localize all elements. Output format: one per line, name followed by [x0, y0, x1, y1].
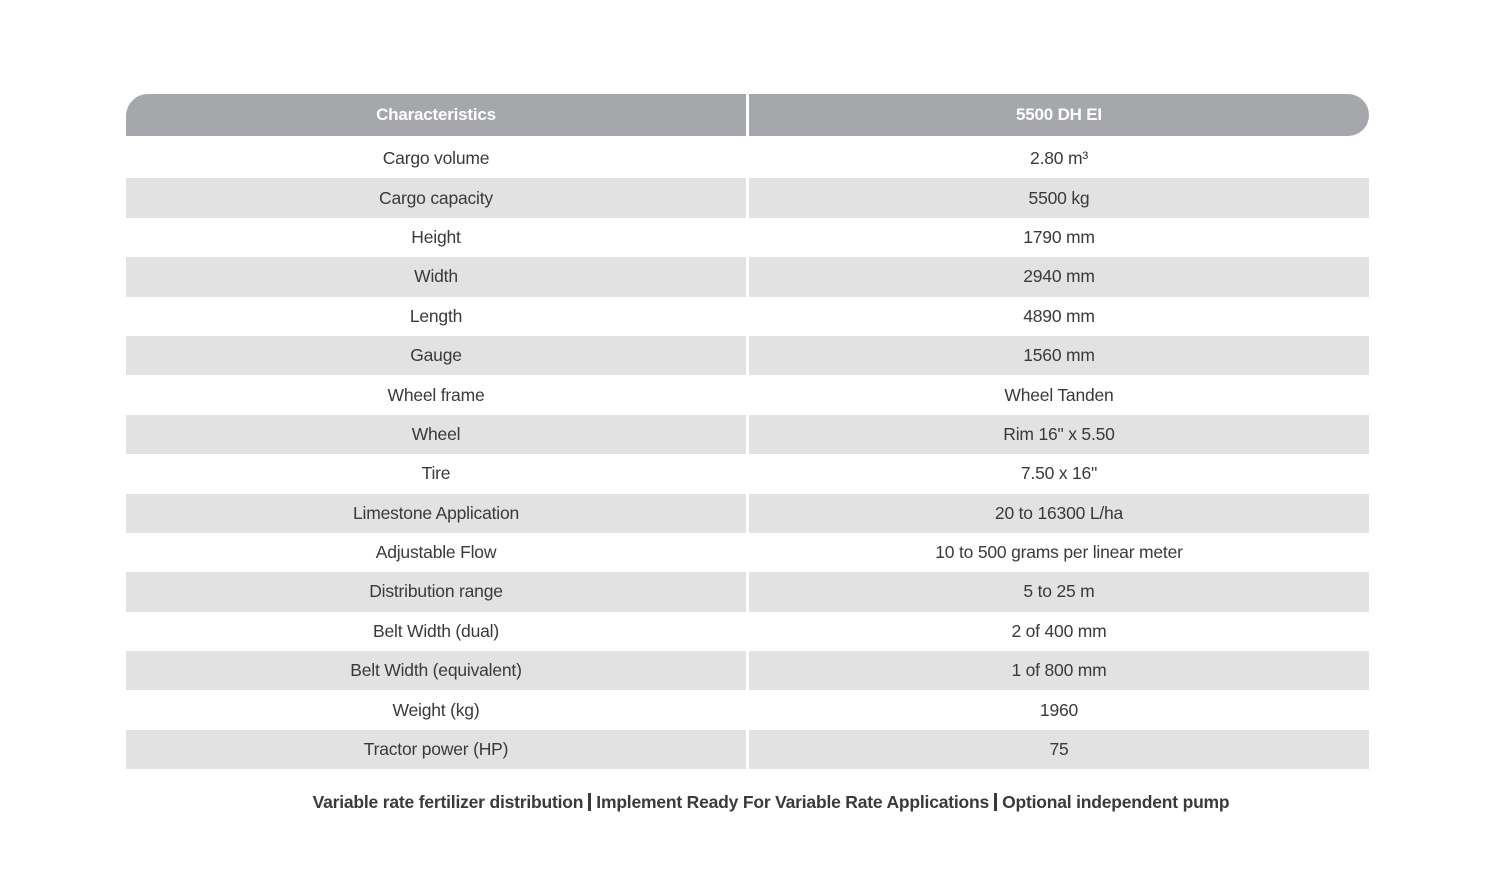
- row-value: 5 to 25 m: [749, 572, 1369, 611]
- row-value: 5500 kg: [749, 178, 1369, 217]
- table-row: [126, 612, 1370, 651]
- row-label: Tractor power (HP): [126, 730, 746, 769]
- header-model: 5500 DH EI: [749, 94, 1369, 136]
- table-row: [126, 257, 1370, 296]
- table-row: [126, 730, 1370, 769]
- row-value: 2.80 m³: [1030, 148, 1088, 169]
- row-value: 1 of 800 mm: [749, 651, 1369, 690]
- separator: [994, 793, 997, 811]
- table-row: [126, 533, 1370, 572]
- row-value: 1960: [1039, 699, 1079, 720]
- row-value: 1560 mm: [749, 336, 1369, 375]
- table-row: [126, 297, 1370, 336]
- row-label: Wheel: [126, 415, 746, 454]
- row-value: 2 of 400 mm: [1011, 620, 1107, 641]
- row-label: Wheel frame: [387, 384, 485, 405]
- row-label: Belt Width (equivalent): [126, 651, 746, 690]
- table-row: [126, 494, 1370, 533]
- row-label: Gauge: [126, 336, 746, 375]
- table-row: [126, 415, 1370, 454]
- table-row: [126, 139, 1370, 178]
- row-label: Cargo volume: [382, 148, 490, 169]
- row-label: Weight (kg): [392, 699, 480, 720]
- row-value: Rim 16" x 5.50: [749, 415, 1369, 454]
- row-value: 2940 mm: [749, 257, 1369, 296]
- table-row: [126, 375, 1370, 414]
- row-value: 1790 mm: [1023, 226, 1095, 247]
- row-label: Adjustable Flow: [375, 542, 497, 563]
- row-label: Length: [409, 305, 463, 326]
- row-label: Limestone Application: [126, 494, 746, 533]
- row-label: Belt Width (dual): [373, 620, 499, 641]
- row-value: 7.50 x 16": [1020, 463, 1098, 484]
- row-label: Cargo capacity: [126, 178, 746, 217]
- feature-item: Variable rate fertilizer distribution: [312, 792, 584, 812]
- feature-item: Implement Ready For Variable Rate Applications: [596, 792, 990, 812]
- feature-item: Optional independent pump: [1002, 792, 1230, 812]
- row-label: Distribution range: [126, 572, 746, 611]
- row-value: 20 to 16300 L/ha: [749, 494, 1369, 533]
- row-label: Height: [411, 226, 461, 247]
- row-value: 10 to 500 grams per linear meter: [935, 542, 1183, 563]
- table-header: [126, 94, 1370, 136]
- row-value: 4890 mm: [1023, 305, 1095, 326]
- table-row: [126, 690, 1370, 729]
- table-row: [126, 218, 1370, 257]
- row-label: Width: [126, 257, 746, 296]
- table-row: [126, 336, 1370, 375]
- table-row: [126, 178, 1370, 217]
- row-value: Wheel Tanden: [1004, 384, 1114, 405]
- separator: [588, 793, 591, 811]
- row-value: 75: [749, 730, 1369, 769]
- row-label: Tire: [421, 463, 451, 484]
- features-footer: [126, 792, 1416, 813]
- spec-table: [126, 94, 1370, 769]
- header-characteristics: Characteristics: [126, 94, 746, 136]
- table-row: [126, 651, 1370, 690]
- table-row: [126, 572, 1370, 611]
- table-row: [126, 454, 1370, 493]
